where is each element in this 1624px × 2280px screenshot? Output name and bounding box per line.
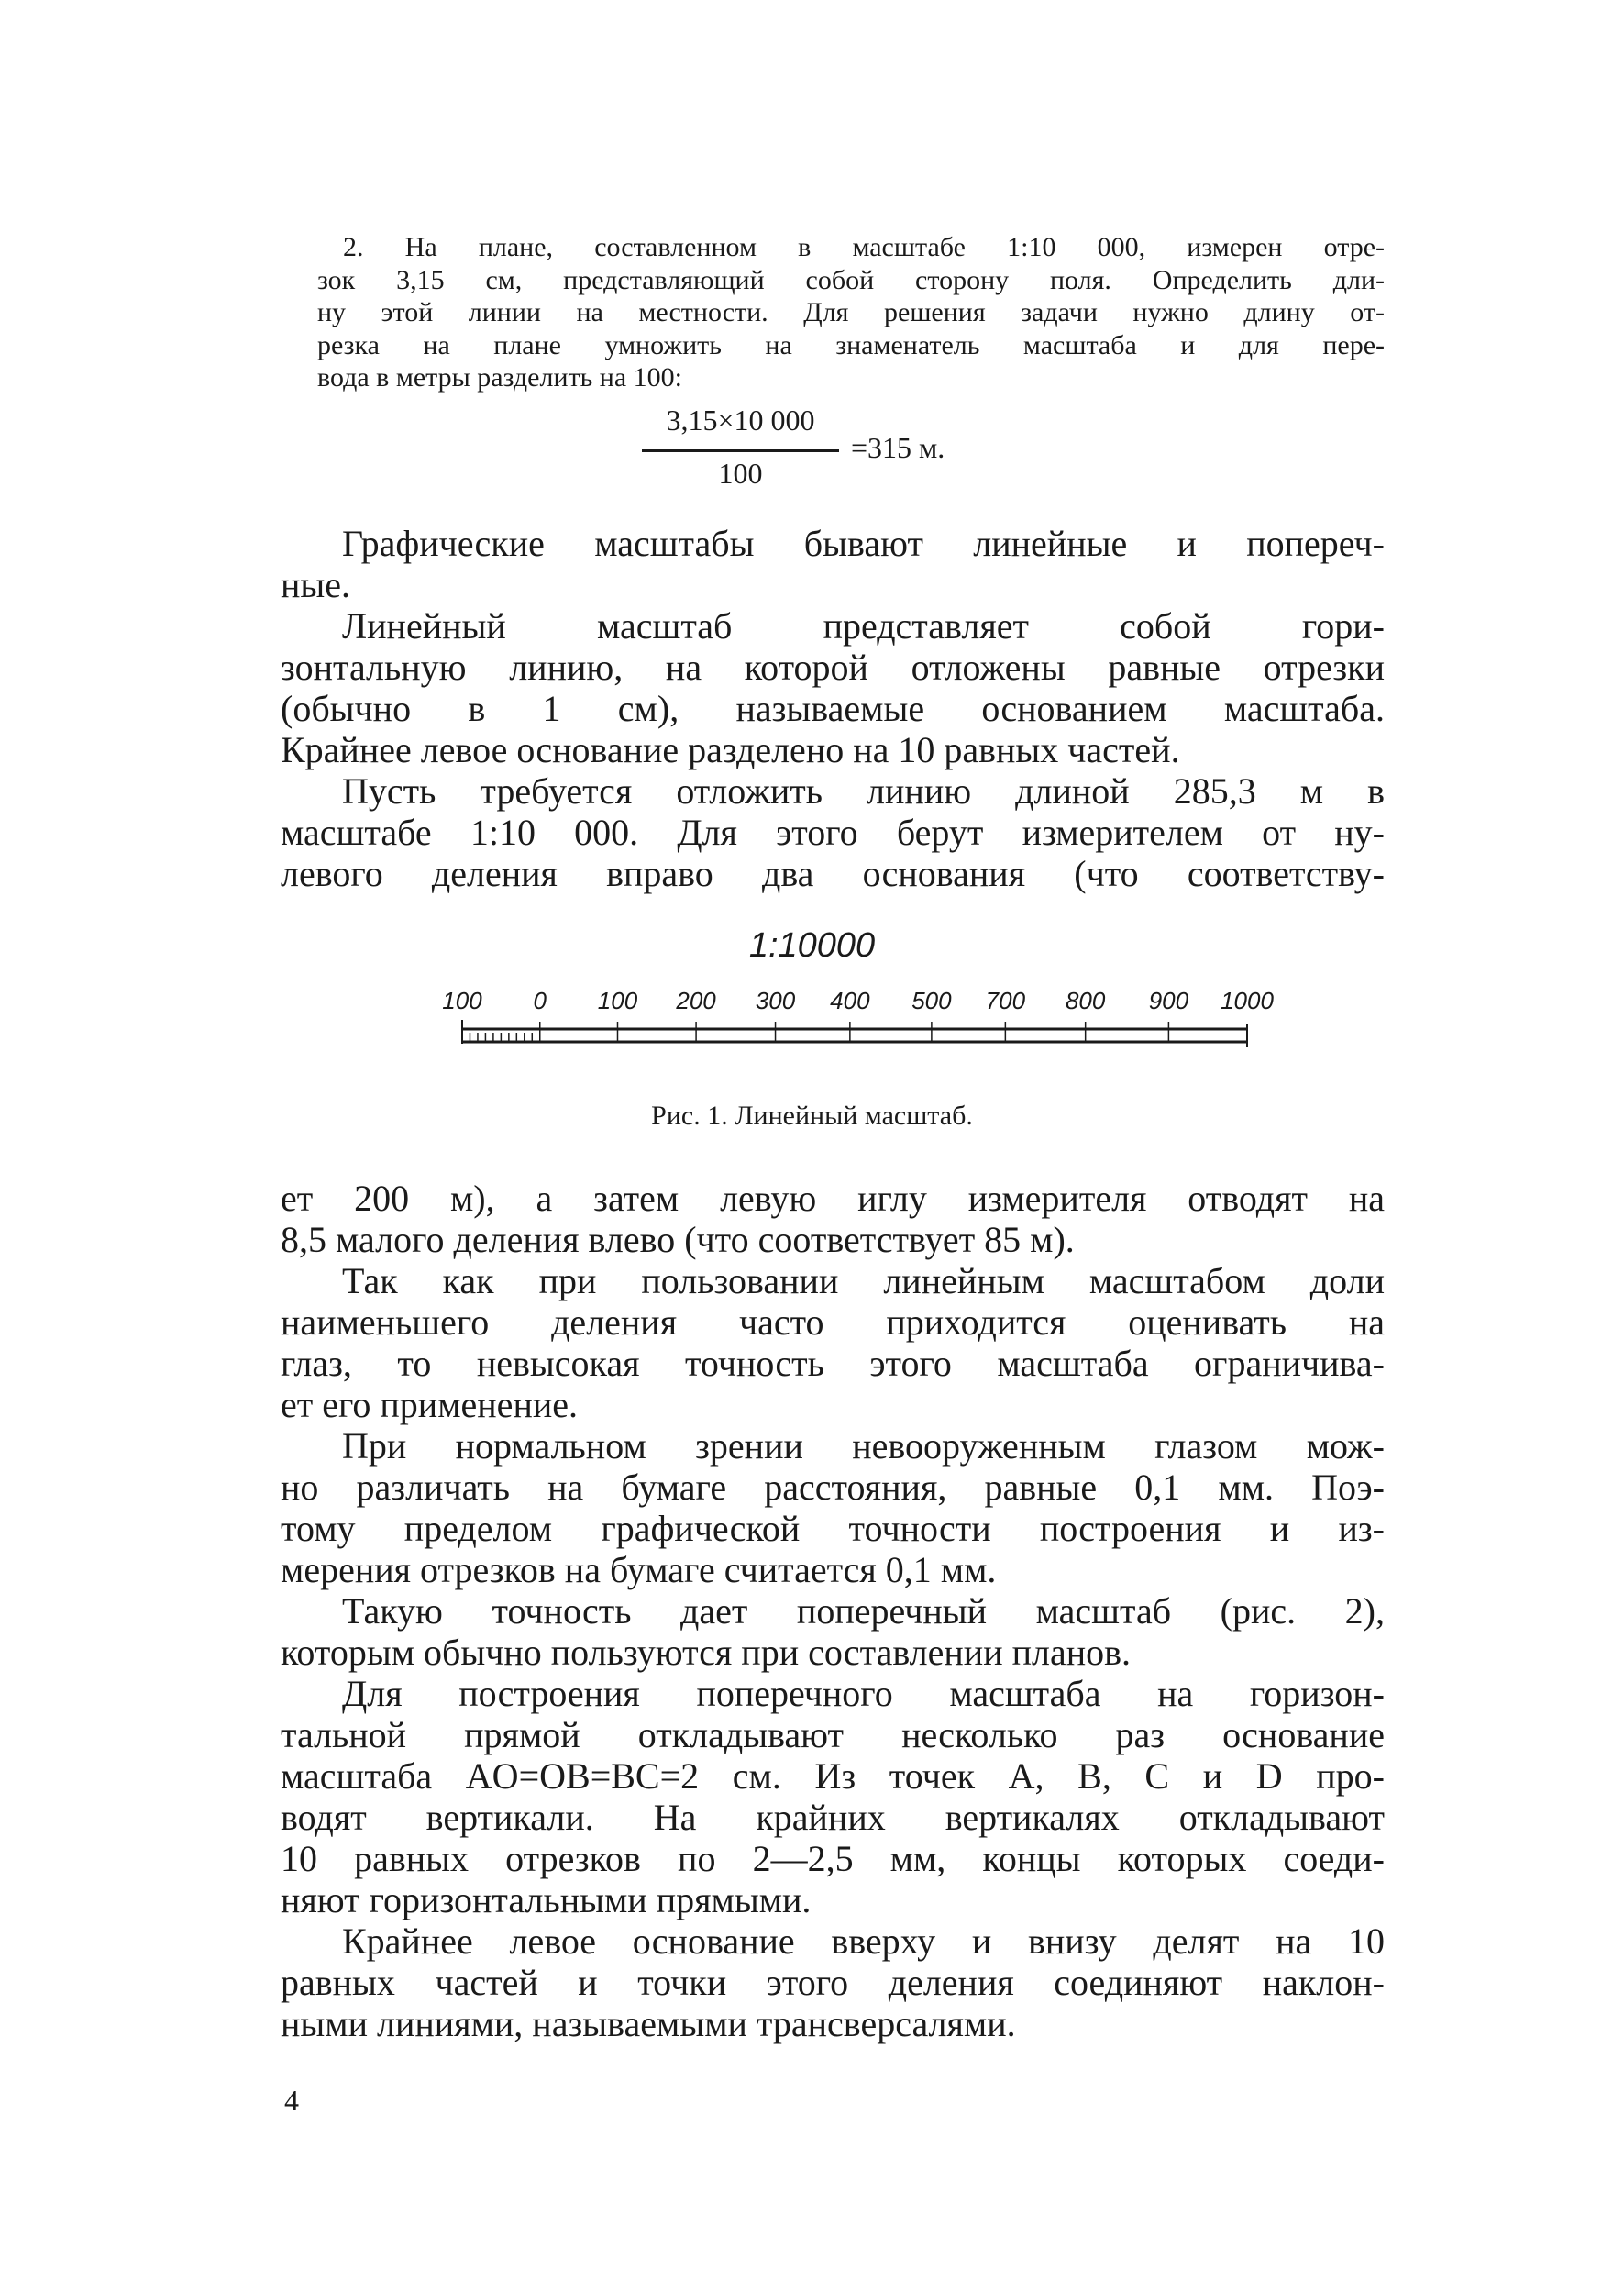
text-line: При нормальном зрении невооруженным глазом мож- [342,1425,1385,1467]
text-line: Линейный масштаб представляет собой гори- [342,605,1385,647]
scale-tick-label: 800 [1065,987,1106,1014]
text-line: Так как при пользовании линейным масштабом доли [342,1260,1385,1301]
scale-tick-label: 400 [830,987,870,1014]
figure-caption: Рис. 1. Линейный масштаб. [651,1101,973,1131]
text-line: глаз, то невысокая точность этого масштаба ограничива- [281,1343,1385,1384]
text-line: ные. [281,564,351,605]
text-line: масштабе 1:10 000. Для этого берут измерителем от ну- [281,812,1385,853]
text-line: ет 200 м), а затем левую иглу измерителя отводят на [281,1178,1385,1219]
scale-tick-label: 900 [1148,987,1189,1014]
figure-scale-title: 1:10000 [748,926,876,965]
text-line: резка на плане умножить на знаменатель масштаба и для пере- [317,329,1385,360]
section-graphic-scales [281,523,1385,894]
text-line: Графические масштабы бывают линейные и попереч- [342,523,1385,564]
text-line: Крайнее левое основание вверху и внизу делят на 10 [342,1920,1385,1962]
scale-tick-label: 200 [676,987,716,1014]
text-line: 2. На плане, составленном в масштабе 1:10 000, измерен отре- [343,232,1385,262]
text-line: зонтальную линию, на которой отложены равные отрезки [281,647,1385,688]
scale-tick-label: 500 [911,987,952,1014]
text-line: вода в метры разделить на 100: [317,362,682,393]
text-line: ет его применение. [281,1384,579,1425]
text-line: мерения отрезков на бумаге считается 0,1 мм. [281,1549,997,1590]
section-linear-scale-text [281,1178,1385,2044]
text-line: ну этой линии на местности. Для решения задачи нужно длину от- [317,297,1385,327]
page-number: 4 [284,2084,299,2117]
text-line: Для построения поперечного масштаба на горизон- [342,1673,1385,1714]
text-line: тому пределом графической точности построения и из- [281,1508,1385,1549]
scale-tick-label: 0 [533,987,547,1014]
text-line: няют горизонтальными прямыми. [281,1879,812,1920]
text-line: Пусть требуется отложить линию длиной 285,3 м в [342,770,1385,812]
linear-scale-figure [403,981,1284,1064]
formula-numerator: 3,15×10 000 [666,404,815,437]
formula-denominator: 100 [718,457,763,490]
text-line: левого деления вправо два основания (что соответству- [281,853,1385,894]
scale-tick-label: 1000 [1221,987,1274,1014]
scale-tick-label: 300 [755,987,796,1014]
text-line: (обычно в 1 см), называемые основанием масштаба. [281,688,1385,729]
text-line: зок 3,15 см, представляющий собой сторону поля. Определить дли- [317,264,1385,295]
text-line: 10 равных отрезков по 2—2,5 мм, концы которых соеди- [281,1838,1385,1879]
text-line: Крайнее левое основание разделено на 10 равных частей. [281,729,1180,770]
text-line: равных частей и точки этого деления соединяют наклон- [281,1962,1385,2003]
problem-paragraph [317,231,1385,394]
text-line: тальной прямой откладывают несколько раз основание [281,1714,1385,1755]
scale-tick-label: 100 [442,987,482,1014]
formula-result: =315 м. [851,431,945,464]
text-line: 8,5 малого деления влево (что соответствует 85 м). [281,1219,1075,1260]
scale-tick-label: 100 [597,987,638,1014]
text-line: наименьшего деления часто приходится оценивать на [281,1301,1385,1343]
text-line: масштаба AO=OB=BC=2 см. Из точек A, B, C и D про- [281,1755,1385,1797]
text-line: которым обычно пользуются при составлении планов. [281,1632,1132,1673]
scale-tick-label: 700 [985,987,1026,1014]
text-line: Такую точность дает поперечный масштаб (рис. 2), [342,1590,1385,1632]
fraction-bar [642,449,839,452]
text-line: ными линиями, называемыми трансверсалями. [281,2003,1016,2044]
text-line: но различать на бумаге расстояния, равные 0,1 мм. Поэ- [281,1467,1385,1508]
text-line: водят вертикали. На крайних вертикалях откладывают [281,1797,1385,1838]
